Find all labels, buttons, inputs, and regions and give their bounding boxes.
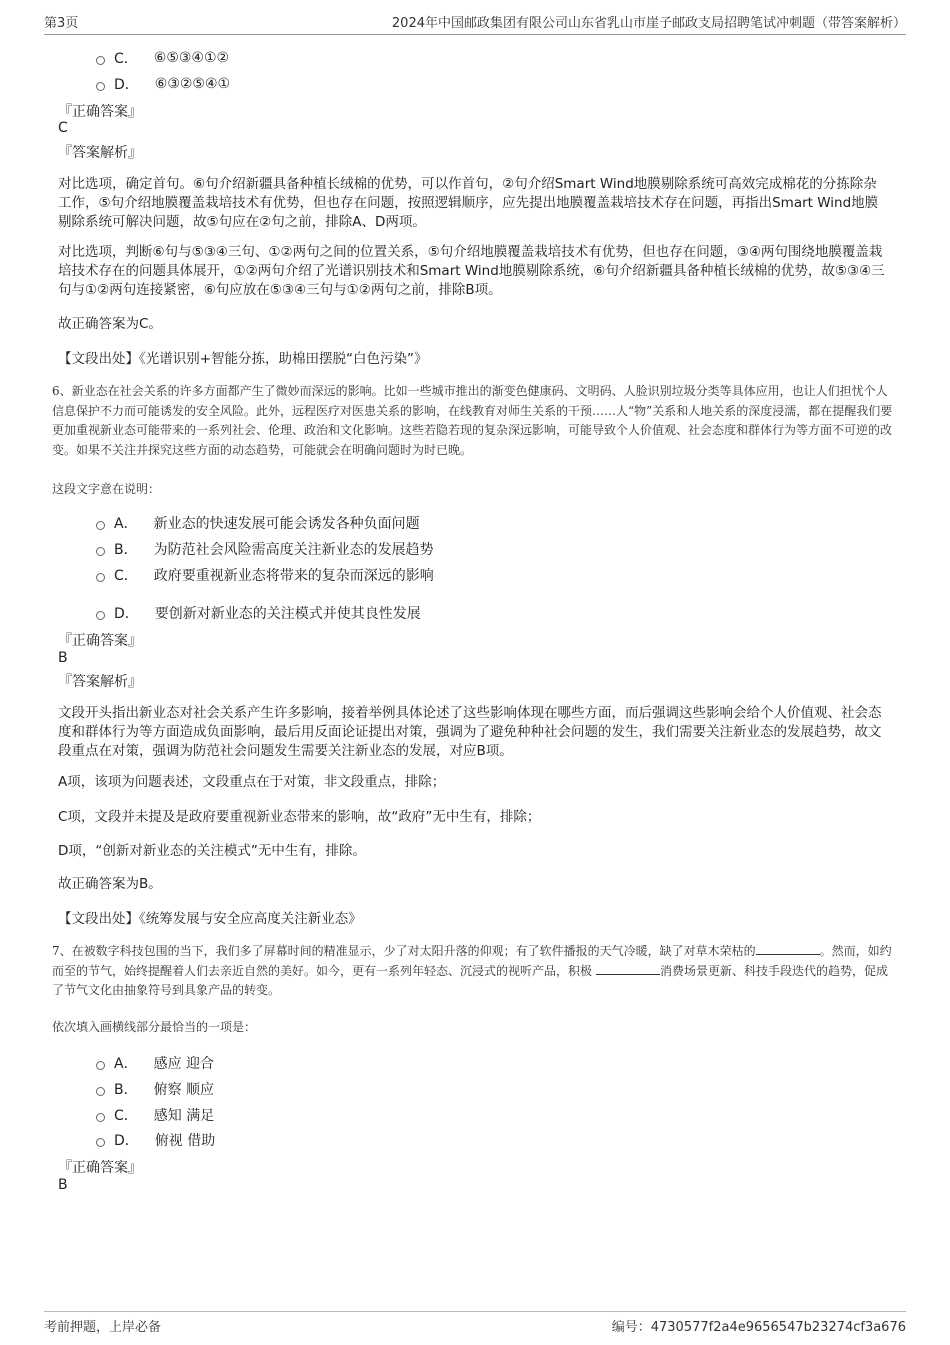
q5-answer: C bbox=[58, 120, 68, 136]
radio-icon[interactable] bbox=[96, 573, 105, 582]
q5-analysis-conclusion: 故正确答案为C。 bbox=[58, 316, 162, 332]
q6-analysis-option-c: C项，文段并未提及是政府要重视新业态带来的影响，故“政府”无中生有，排除； bbox=[58, 809, 541, 825]
q6-option-b[interactable]: B． 为防范社会风险需高度关注新业态的发展趋势 bbox=[96, 539, 434, 559]
q7-prompt: 依次填入画横线部分最恰当的一项是： bbox=[52, 1020, 257, 1034]
q6-analysis-para-1: 文段开头指出新业态对社会关系产生许多影响，接着举例具体论述了这些影响体现在哪些方面，而后强调这些影响会给个人价值观、社会态度和群体行为等方面造成负面影响，最后用反面论证提出对策，强调为了避免种种社会问题的发生，我们需要关注新业态的发展趋势，故文段重点在对策，强调为防范社会问题发生需要关注新业态的发展，对应B项。 bbox=[58, 705, 882, 759]
q7-option-c[interactable]: C． 感知 满足 bbox=[96, 1105, 214, 1125]
radio-icon[interactable] bbox=[96, 547, 105, 556]
radio-icon[interactable] bbox=[96, 82, 105, 91]
q5-analysis-para-2: 对比选项，判断⑥句与⑤③④三句、①②两句之间的位置关系，⑤句介绍地膜覆盖栽培技术有优势，但也存在问题，③④两句围绕地膜覆盖栽培技术存在的问题具体展开，①②两句介绍了光谱识别技术和Smart Wind地膜剔除系统，⑥句介绍新疆具备种植长绒棉的优势，故⑤③④三句与①②两句连接紧密，⑥句应放在⑤③④三句与①②两句之前，排除B项。 bbox=[58, 244, 885, 298]
q5-analysis-para-1: 对比选项，确定首句。⑥句介绍新疆具备种植长绒棉的优势，可以作首句，②句介绍Smart Wind地膜剔除系统可高效完成棉花的分拣除杂工作，⑤句介绍地膜覆盖栽培技术有优势，但也存在问题，按照逻辑顺序，应先提出地膜覆盖栽培技术存在问题，再指出Smart Wind地膜剔除系统可解决问题，故⑤句应在②句之前，排除A、D两项。 bbox=[58, 176, 879, 230]
q6-answer-label: 『正确答案』 bbox=[58, 633, 142, 649]
q5-analysis-label: 『答案解析』 bbox=[58, 145, 142, 161]
document-title: 2024年中国邮政集团有限公司山东省乳山市崖子邮政支局招聘笔试冲刺题（带答案解析） bbox=[391, 16, 906, 31]
radio-icon[interactable] bbox=[96, 56, 105, 65]
q5-source: 【文段出处】《光谱识别+智能分拣，助棉田摆脱“白色污染”》 bbox=[58, 351, 428, 367]
radio-icon[interactable] bbox=[96, 1061, 105, 1070]
q7-answer-label: 『正确答案』 bbox=[58, 1160, 142, 1176]
document-id: 编号：4730577f2a4e9656547b23274cf3a676 bbox=[611, 1320, 906, 1335]
fill-in-blank-1 bbox=[756, 943, 820, 955]
radio-icon[interactable] bbox=[96, 611, 105, 620]
q7-option-a[interactable]: A． 感应 迎合 bbox=[96, 1053, 214, 1073]
q6-prompt: 这段文字意在说明： bbox=[52, 482, 161, 496]
q6-text: 6、新业态在社会关系的许多方面都产生了微妙而深远的影响。比如一些城市推出的渐变色健康码、文明码、人脸识别垃圾分类等具体应用，也让人们担忧个人信息保护不力而可能诱发的安全风险。此外，远程医疗对医患关系的影响，在线教育对师生关系的干预……人“物”关系和人地关系的深度浸濡，都在提醒我们要更加重视新业态可能带来的一系列社会、伦理、政治和文化影响。这些若隐若现的复杂深远影响，可能导致个人价值观、社会态度和群体行为等方面不可逆的改变。如果不关注并探究这些方面的动态趋势，可能就会在明确问题时为时已晚。 bbox=[52, 384, 893, 457]
q5-answer-label: 『正确答案』 bbox=[58, 104, 142, 120]
q5-option-d[interactable]: D． ⑥③②⑤④① bbox=[96, 74, 230, 94]
q6-analysis-option-a: A项，该项为问题表述，文段重点在于对策，非文段重点，排除； bbox=[58, 774, 446, 790]
radio-icon[interactable] bbox=[96, 1113, 105, 1122]
q6-option-a[interactable]: A． 新业态的快速发展可能会诱发各种负面问题 bbox=[96, 513, 420, 533]
fill-in-blank-2 bbox=[596, 963, 660, 975]
q5-option-c[interactable]: C． ⑥⑤③④①② bbox=[96, 48, 229, 68]
q7-option-d[interactable]: D． 俯视 借助 bbox=[96, 1130, 215, 1150]
radio-icon[interactable] bbox=[96, 521, 105, 530]
q7-text: 7、在被数字科技包围的当下，我们多了屏幕时间的精准显示，少了对太阳升落的仰观；有了软件播报的天气冷暖，缺了对草木荣枯的 。然而，如约而至的节气，始终提醒着人们去亲近自然的美好。如今，更有一系列年轻态、沉浸式的视听产品，积极 消费场景更新、科技手段迭代的趋势，促成了节气文化由抽象符号到具象产品的转变。 bbox=[52, 944, 892, 997]
radio-icon[interactable] bbox=[96, 1138, 105, 1147]
q6-analysis-option-d: D项，“创新对新业态的关注模式”无中生有，排除。 bbox=[58, 843, 366, 859]
q6-analysis-label: 『答案解析』 bbox=[58, 674, 142, 690]
q6-source: 【文段出处】《统筹发展与安全应高度关注新业态》 bbox=[58, 911, 362, 927]
q6-analysis-conclusion: 故正确答案为B。 bbox=[58, 876, 162, 892]
q7-option-b[interactable]: B． 俯察 顺应 bbox=[96, 1079, 214, 1099]
page-number: 第3页 bbox=[44, 16, 79, 31]
page-footer bbox=[44, 1311, 906, 1335]
q6-option-d[interactable]: D． 要创新对新业态的关注模式并使其良性发展 bbox=[96, 603, 421, 623]
radio-icon[interactable] bbox=[96, 1087, 105, 1096]
q7-answer: B bbox=[58, 1177, 68, 1193]
q6-answer: B bbox=[58, 650, 68, 666]
page-header bbox=[44, 12, 906, 35]
footer-slogan: 考前押题，上岸必备 bbox=[44, 1320, 162, 1335]
q6-option-c[interactable]: C． 政府要重视新业态将带来的复杂而深远的影响 bbox=[96, 565, 434, 585]
